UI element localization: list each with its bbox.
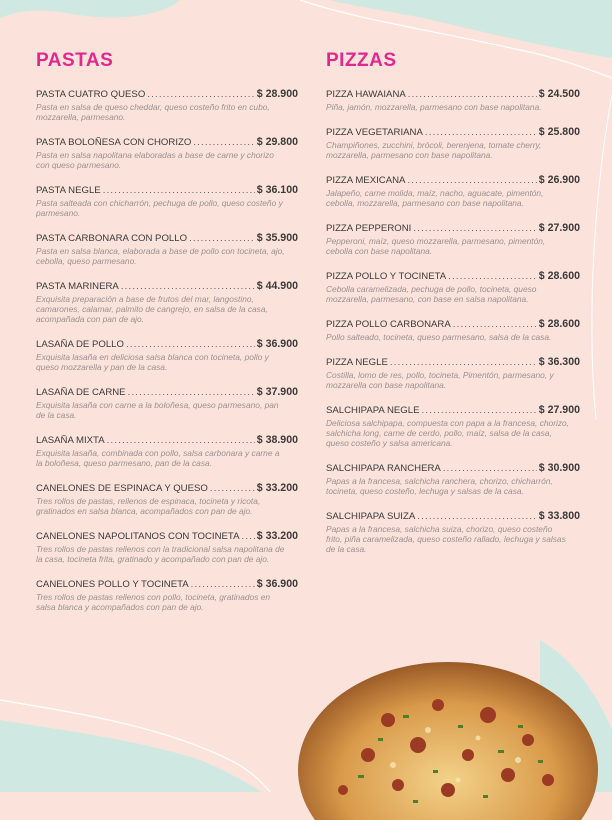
menu-item [36, 184, 298, 218]
item-description: Papas a la francesa, salchicha ranchera, chorizo, chicharrón, tocineta, queso costeño, lechuga y salsas de la casa. [326, 476, 553, 496]
item-description: Piña, jamón, mozzarella, parmesano con base napolitana. [326, 102, 542, 112]
menu-item [36, 88, 298, 122]
item-description: Tres rollos de pastas rellenos con pollo, tocineta, gratinados en salsa blanca y acompañados con pan de ajo. [36, 592, 271, 612]
menu-item-row [36, 184, 298, 197]
dot-leader [417, 511, 537, 523]
item-price: $ 27.900 [538, 222, 580, 234]
menu-item [36, 386, 298, 420]
item-description: Exquisita lasaña, combinada con pollo, salsa carbonara y carne a la boloñesa, queso parmesano, pan de la casa. [36, 448, 280, 468]
item-description: Pollo salteado, tocineta, queso parmesano, salsa de la casa. [326, 332, 552, 342]
item-description: Deliciosa salchipapa, compuesta con papa a la francesa, chorizo, salchicha long, carne de cerdo, pollo, maíz, salsa de la casa, queso costeño y salsa americana. [326, 418, 570, 448]
menu-item [326, 174, 580, 208]
item-name: PASTA CARBONARA CON POLLO [36, 233, 188, 244]
dot-leader [210, 483, 255, 495]
item-description: Exquisita lasaña en deliciosa salsa blanca con tocineta, pollo y queso mozzarella y pan de la casa. [36, 352, 269, 372]
menu-item-row [36, 232, 298, 245]
pizza-photo [298, 660, 598, 820]
item-name: LASAÑA MIXTA [36, 435, 105, 446]
dot-leader [422, 405, 537, 417]
menu-item [326, 270, 580, 304]
item-description: Champiñones, zucchini, brócoli, berenjena, tomate cherry, mozzarella, parmesano con base napolitana. [326, 140, 542, 160]
menu-item-row [36, 280, 298, 293]
item-description: Exquisita lasaña con carne a la boloñesa, queso parmesano, pan de la casa. [36, 400, 279, 420]
menu-item-row [326, 318, 580, 331]
menu-item-row [326, 88, 580, 101]
item-price: $ 44.900 [256, 280, 298, 292]
item-name: CANELONES NAPOLITANOS CON TOCINETA [36, 531, 240, 542]
item-description: Exquisita preparación a base de frutos del mar, langostino, camarones, calamar, palmito de cangrejo, en salsa de la casa, acompañada con pan de ajo. [36, 294, 268, 324]
menu-item [36, 578, 298, 612]
dot-leader [128, 387, 255, 399]
dot-leader [407, 175, 536, 187]
dot-leader [121, 281, 255, 293]
item-price: $ 25.800 [538, 126, 580, 138]
menu-item [326, 88, 580, 112]
dot-leader [453, 319, 537, 331]
right-edge-outline [592, 95, 612, 420]
item-description: Pasta en salsa blanca, elaborada a base de pollo con tocineta, ajo, cebolla, queso parmesano. [36, 246, 285, 266]
item-name: PIZZA POLLO CARBONARA [326, 319, 451, 330]
menu-item-row [326, 126, 580, 139]
menu-item [326, 222, 580, 256]
menu-item [326, 318, 580, 342]
menu-item [36, 232, 298, 266]
menu-item-row [36, 482, 298, 495]
item-price: $ 28.900 [256, 88, 298, 100]
menu-item [326, 126, 580, 160]
dot-leader [241, 531, 254, 543]
item-name: CANELONES POLLO Y TOCINETA [36, 579, 189, 590]
item-name: LASAÑA DE POLLO [36, 339, 124, 350]
item-description: Pasta en salsa napolitana elaboradas a base de carne y chorizo con queso parmesano. [36, 150, 274, 170]
item-description: Costilla, lomo de res, pollo, tocineta, Pimentón, parmesano, y mozzarella con base napolitana. [326, 370, 554, 390]
dot-leader [107, 435, 255, 447]
dot-leader [448, 271, 537, 283]
menu-item [326, 510, 580, 554]
item-price: $ 36.100 [256, 184, 298, 196]
item-name: PASTA BOLOÑESA CON CHORIZO [36, 137, 192, 148]
item-description: Papas a la francesa, salchicha suiza, chorizo, queso costeño frito, piña caramelizada, queso costeño rallado, lechuga y salsas de la casa. [326, 524, 566, 554]
item-price: $ 36.300 [538, 356, 580, 368]
menu-item [36, 530, 298, 564]
item-description: Jalapeño, carne molida, maíz, nacho, aguacate, pimentón, cebolla, mozzarella, parmesano con base napolitana. [326, 188, 544, 208]
menu-item-row [326, 462, 580, 475]
item-price: $ 33.800 [538, 510, 580, 522]
item-name: PIZZA VEGETARIANA [326, 127, 423, 138]
menu-item-row [36, 530, 298, 543]
item-name: PIZZA MEXICANA [326, 175, 406, 186]
item-price: $ 24.500 [538, 88, 580, 100]
item-name: PASTA CUATRO QUESO [36, 89, 146, 100]
dot-leader [408, 89, 537, 101]
menu-item [36, 280, 298, 324]
menu-item-row [326, 356, 580, 369]
item-price: $ 29.800 [256, 136, 298, 148]
item-name: SALCHIPAPA NEGLE [326, 405, 420, 416]
item-name: PASTA NEGLE [36, 185, 101, 196]
menu-item-row [326, 404, 580, 417]
item-price: $ 36.900 [256, 338, 298, 350]
dot-leader [103, 185, 255, 197]
top-left-wave [0, 0, 180, 18]
dot-leader [443, 463, 537, 475]
item-price: $ 30.900 [538, 462, 580, 474]
menu-item-row [36, 578, 298, 591]
menu-item-row [326, 270, 580, 283]
item-price: $ 36.900 [256, 578, 298, 590]
item-name: PIZZA NEGLE [326, 357, 388, 368]
pastas-section [36, 50, 298, 626]
menu-item [36, 136, 298, 170]
item-price: $ 35.900 [256, 232, 298, 244]
item-price: $ 27.900 [538, 404, 580, 416]
menu-item [36, 482, 298, 516]
menu-item-row [36, 386, 298, 399]
item-price: $ 38.900 [256, 434, 298, 446]
pizzas-section [326, 50, 580, 568]
menu-item-row [36, 136, 298, 149]
item-price: $ 33.200 [256, 482, 298, 494]
item-name: PIZZA POLLO Y TOCINETA [326, 271, 447, 282]
item-description: Cebolla caramelizada, pechuga de pollo, tocineta, queso mozzarella, parmesano, con base en salsa napolitana. [326, 284, 537, 304]
menu-item [36, 434, 298, 468]
menu-item-row [36, 434, 298, 447]
item-price: $ 28.600 [538, 318, 580, 330]
dot-leader [390, 357, 537, 369]
item-name: SALCHIPAPA SUIZA [326, 511, 416, 522]
item-description: Tres rollos de pastas, rellenos de espinaca, tocineta y ricota, gratinados en salsa blanca, acompañados con pan de ajo. [36, 496, 261, 516]
menu-item [36, 338, 298, 372]
menu-item-row [326, 174, 580, 187]
menu-item [326, 404, 580, 448]
item-description: Tres rollos de pastas rellenos con la tradicional salsa napolitana de la casa, tocineta frita, gratinado y acompañado con pan de ajo. [36, 544, 285, 564]
pastas-list [36, 88, 298, 612]
menu-item-row [326, 510, 580, 523]
menu-item-row [326, 222, 580, 235]
dot-leader [191, 579, 255, 591]
item-price: $ 37.900 [256, 386, 298, 398]
item-price: $ 33.200 [256, 530, 298, 542]
item-description: Pepperoni, maíz, queso mozzarella, parmesano, pimentón, cebolla con base napolitana. [326, 236, 546, 256]
item-name: LASAÑA DE CARNE [36, 387, 126, 398]
pizzas-list [326, 88, 580, 554]
dot-leader [425, 127, 537, 139]
item-name: PIZZA PEPPERONI [326, 223, 412, 234]
dot-leader [147, 89, 254, 101]
item-description: Pasta salteada con chicharrón, pechuga de pollo, queso costeño y parmesano. [36, 198, 283, 218]
menu-item [326, 356, 580, 390]
menu-item-row [36, 88, 298, 101]
pastas-heading: PASTAS [36, 50, 114, 71]
item-name: PASTA MARINERA [36, 281, 119, 292]
item-price: $ 28.600 [538, 270, 580, 282]
dot-leader [189, 233, 255, 245]
dot-leader [126, 339, 255, 351]
item-name: CANELONES DE ESPINACA Y QUESO [36, 483, 208, 494]
menu-item-row [36, 338, 298, 351]
pizzas-heading: PIZZAS [326, 50, 397, 71]
menu-item [326, 462, 580, 496]
item-description: Pasta en salsa de queso cheddar, queso costeño frito en cubo, mozzarella, parmesano. [36, 102, 270, 122]
item-name: SALCHIPAPA RANCHERA [326, 463, 441, 474]
item-price: $ 26.900 [538, 174, 580, 186]
dot-leader [193, 137, 254, 149]
item-name: PIZZA HAWAIANA [326, 89, 406, 100]
dot-leader [413, 223, 536, 235]
